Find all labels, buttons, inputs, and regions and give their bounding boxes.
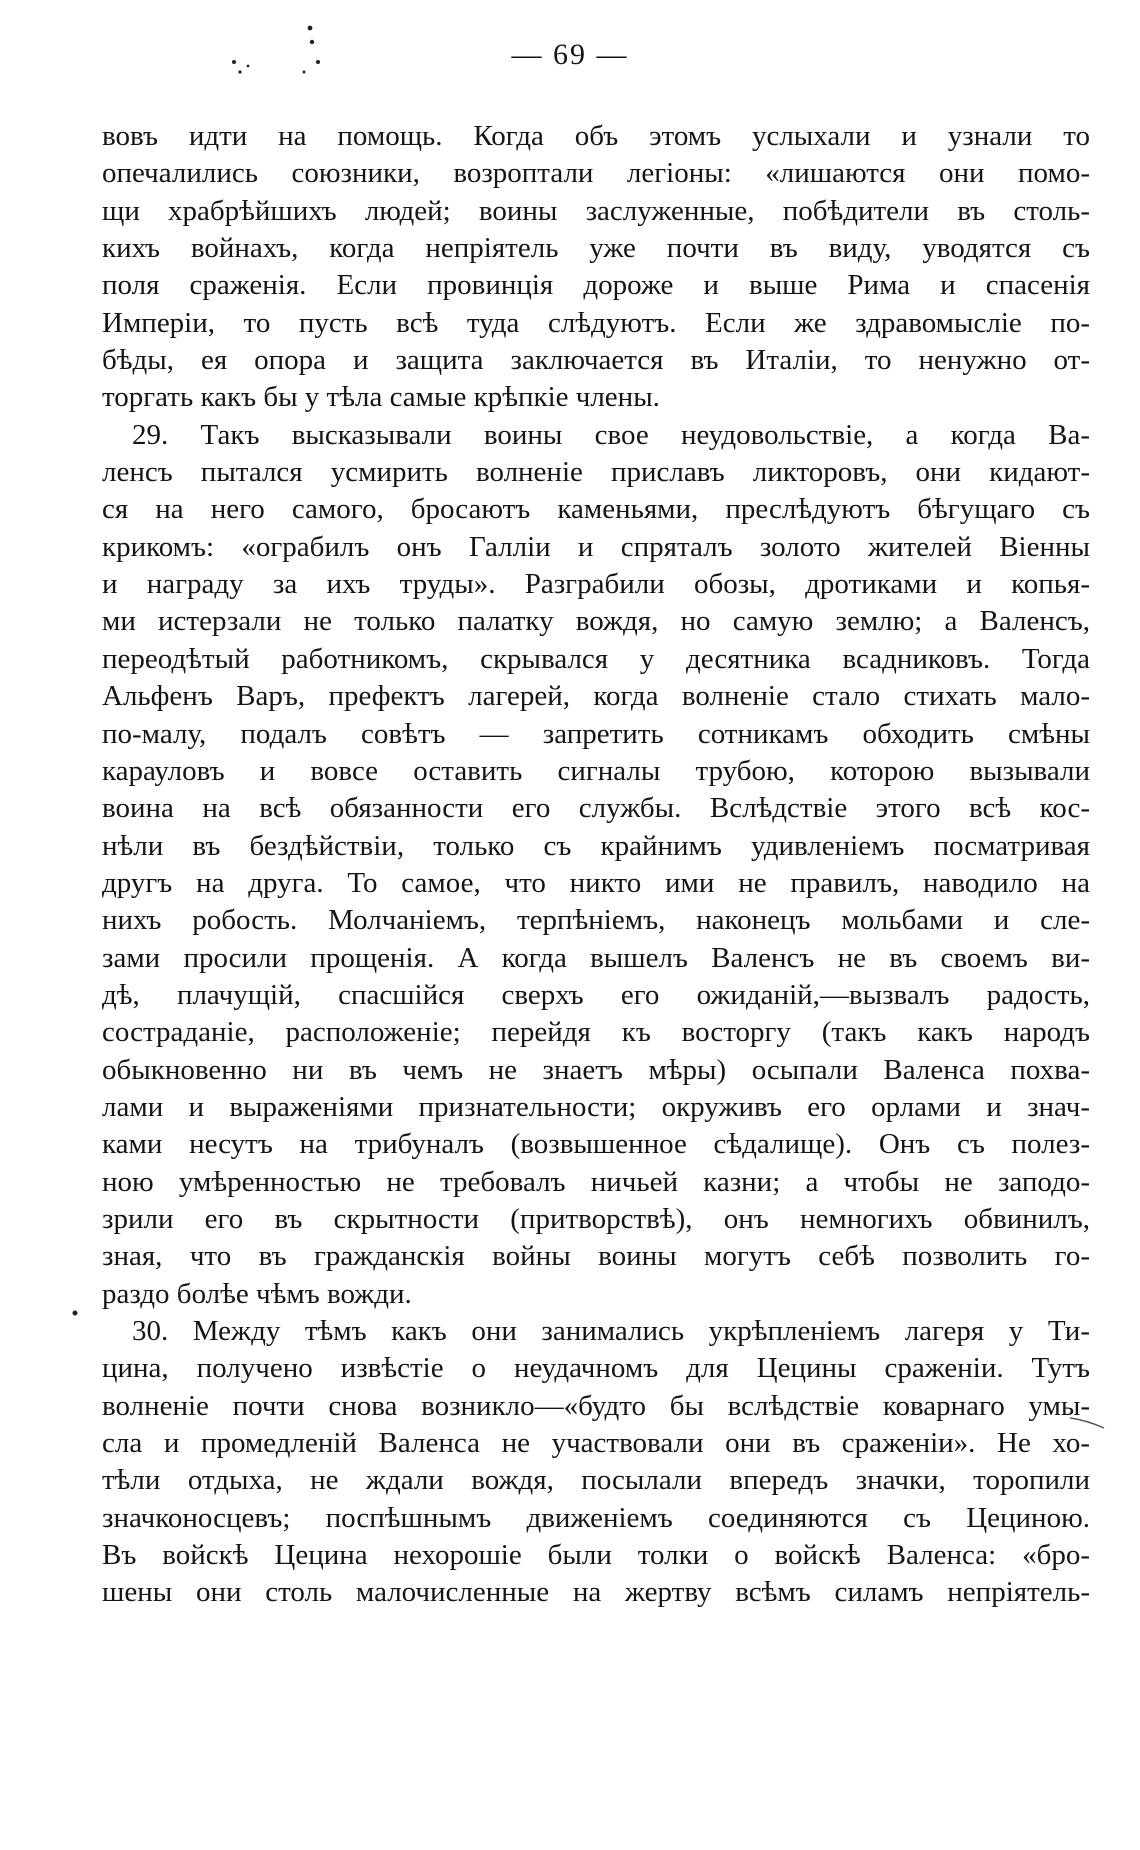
- text-line: ся на него самого, бросаютъ каменьями, преслѣдуютъ бѣгущаго съ: [102, 493, 1090, 526]
- text-line: шены они столь малочисленные на жертву всѣмъ силамъ непріятель-: [102, 1576, 1090, 1609]
- paragraph-start-29: 29. Такъ высказывали воины свое неудовольствіе, а когда Ва-: [132, 418, 1090, 451]
- text-line: щи храбрѣйшихъ людей; воины заслуженные, побѣдители въ столь-: [102, 194, 1090, 227]
- text-line: бѣды, ея опора и защита заключается въ Италіи, то ненужно от-: [102, 344, 1090, 377]
- text-line: Имперіи, то пусть всѣ туда слѣдуютъ. Если же здравомысліе по-: [102, 306, 1090, 339]
- text-line: раздо болѣе чѣмъ вожди.: [102, 1277, 412, 1310]
- text-line: Въ войскѣ Цецина нехорошіе были толки о войскѣ Валенса: «бро-: [102, 1539, 1090, 1572]
- text-line: нихъ робость. Молчаніемъ, терпѣніемъ, наконецъ мольбами и сле-: [102, 904, 1090, 937]
- text-line: ми истерзали не только палатку вождя, но самую землю; а Валенсъ,: [102, 605, 1090, 638]
- text-line: состраданіе, расположеніе; перейдя къ восторгу (такъ какъ народъ: [102, 1016, 1090, 1049]
- text-line: дѣ, плачущій, спасшійся сверхъ его ожиданій,—вызвалъ радость,: [102, 978, 1090, 1011]
- text-line: ками несутъ на трибуналъ (возвышенное сѣдалище). Онъ съ полез-: [102, 1128, 1090, 1161]
- text-line: вовъ идти на помощь. Когда объ этомъ услыхали и узнали то: [102, 120, 1090, 152]
- text-line: нѣли въ бездѣйствіи, только съ крайнимъ удивленіемъ посматривая: [102, 829, 1090, 862]
- stray-stroke-right: [1068, 1412, 1108, 1432]
- stray-dot-left: [70, 1308, 80, 1318]
- text-line: ленсъ пытался усмирить волненіе приславъ ликторовъ, они кидают-: [102, 456, 1090, 489]
- text-line: зрили его въ скрытности (притворствѣ), онъ немногихъ обвинилъ,: [102, 1202, 1090, 1235]
- text-line: лами и выраженіями признательности; окруживъ его орлами и знач-: [102, 1090, 1090, 1123]
- text-line: значконосцевъ; поспѣшнымъ движеніемъ соединяются съ Цециною.: [102, 1501, 1090, 1534]
- text-line: зная, что въ гражданскія войны воины могутъ себѣ позволить го-: [102, 1240, 1090, 1273]
- text-line: крикомъ: «ограбилъ онъ Галліи и спряталъ золото жителей Віенны: [102, 530, 1090, 563]
- text-line: опечалились союзники, возроптали легіоны: «лишаются они помо-: [102, 157, 1090, 190]
- text-line: карауловъ и вовсе оставить сигналы трубою, которою вызывали: [102, 754, 1090, 787]
- text-line: цина, получено извѣстіе о неудачномъ для Цецины сраженіи. Тутъ: [102, 1352, 1090, 1385]
- text-line: другъ на друга. То самое, что никто ими не правилъ, наводило на: [102, 866, 1090, 899]
- text-line: торгать какъ бы у тѣла самые крѣпкіе члены.: [102, 381, 660, 414]
- text-line: Альфенъ Варъ, префектъ лагерей, когда волненіе стало стихать мало-: [102, 680, 1090, 713]
- paragraph-start-30: 30. Между тѣмъ какъ они занимались укрѣпленіемъ лагеря у Ти-: [132, 1315, 1090, 1347]
- text-line: поля сраженія. Если провинція дороже и выше Рима и спасенія: [102, 269, 1090, 302]
- text-line: кихъ войнахъ, когда непріятель уже почти въ виду, уводятся съ: [102, 232, 1090, 265]
- text-line: по-малу, подалъ совѣтъ — запретить сотникамъ обходить смѣны: [102, 717, 1090, 750]
- text-line: переодѣтый работникомъ, скрывался у десятника всадниковъ. Тогда: [102, 642, 1090, 675]
- text-line: обыкновенно ни въ чемъ не знаетъ мѣры) осыпали Валенса похва-: [102, 1053, 1090, 1086]
- body-text: [102, 118, 1090, 1612]
- text-line: зами просили прощенія. А когда вышелъ Валенсъ не въ своемъ ви-: [102, 941, 1090, 974]
- text-line: волненіе почти снова возникло—«будто бы вслѣдствіе коварнаго умы-: [102, 1389, 1090, 1422]
- text-line: тѣли отдыха, не ждали вождя, посылали впередъ значки, торопили: [102, 1464, 1090, 1497]
- page-number: — 69 —: [511, 38, 629, 71]
- text-line: сла и промедленій Валенса не участвовали они въ сраженіи». Не хо-: [102, 1427, 1090, 1460]
- text-line: ною умѣренностью не требовалъ ничьей казни; а чтобы не заподо-: [102, 1165, 1090, 1198]
- text-line: и награду за ихъ труды». Разграбили обозы, дротиками и копья-: [102, 568, 1090, 601]
- text-line: воина на всѣ обязанности его службы. Вслѣдствіе этого всѣ кос-: [102, 792, 1090, 825]
